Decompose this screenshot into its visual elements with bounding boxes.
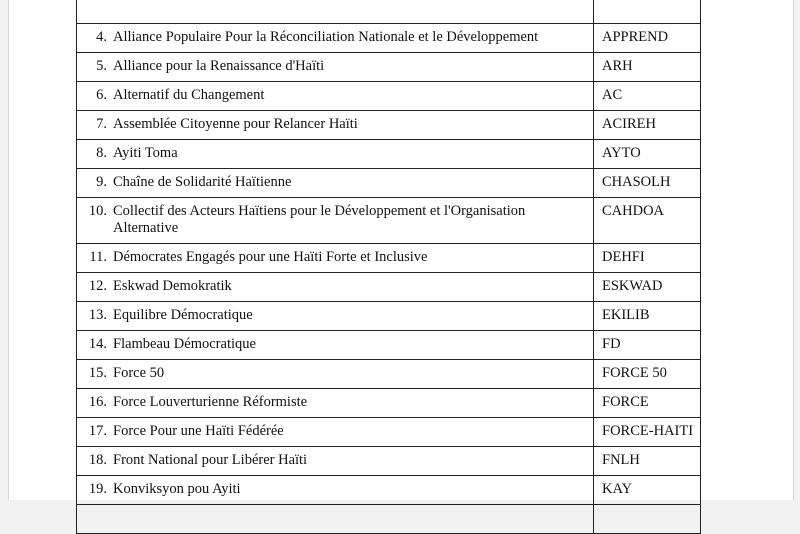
table-row (77, 140, 701, 169)
row-number: 11. (89, 249, 107, 265)
table-row (77, 111, 701, 140)
party-abbreviation: FORCE (594, 389, 701, 418)
row-number: 8. (96, 145, 107, 161)
party-abbreviation: ACIREH (594, 111, 701, 140)
party-name-cell (77, 82, 594, 111)
parties-table (76, 0, 701, 534)
party-abbreviation: CAHDOA (594, 198, 701, 244)
party-name-cell (77, 53, 594, 82)
party-name: Eskwad Demokratik (113, 278, 232, 294)
party-name-cell (77, 331, 594, 360)
party-abbreviation: FORCE 50 (594, 360, 701, 389)
party-abbreviation: FNLH (594, 447, 701, 476)
table-row (77, 360, 701, 389)
document-page (8, 0, 794, 500)
party-name-cell (77, 302, 594, 331)
party-abbreviation: ESKWAD (594, 273, 701, 302)
party-abbreviation: EKILIB (594, 302, 701, 331)
party-name-cell (77, 244, 594, 273)
row-number: 5. (96, 58, 107, 74)
party-name: Alliance pour la Renaissance d'Haïti (113, 58, 325, 74)
party-name: Flambeau Démocratique (113, 336, 256, 352)
party-abbreviation: FORCE-HAITI (594, 418, 701, 447)
table-row (77, 169, 701, 198)
party-name-cell (77, 24, 594, 53)
table-row (77, 273, 701, 302)
party-name: Alliance Populaire Pour la Réconciliation Nationale et le Développement (113, 29, 539, 45)
row-number: 4. (96, 29, 107, 45)
party-name: Force Louverturienne Réformiste (113, 394, 308, 410)
row-number: 17. (88, 423, 107, 439)
party-name: Equilibre Démocratique (113, 307, 253, 323)
party-name: Ayiti Toma (113, 145, 178, 161)
party-name: Konviksyon pou Ayiti (113, 481, 241, 497)
row-number: 18. (88, 452, 107, 468)
row-number: 10. (88, 203, 107, 219)
party-abbreviation: APPREND (594, 24, 701, 53)
party-name-cell (77, 198, 594, 244)
party-name-cell (77, 447, 594, 476)
row-number: 7. (96, 116, 107, 132)
table-row (77, 244, 701, 273)
party-abbreviation (594, 505, 701, 534)
party-name-cell (77, 505, 594, 534)
party-name-cell (77, 0, 594, 24)
party-name-cell (77, 273, 594, 302)
party-name: Alternatif du Changement (113, 87, 265, 103)
party-name-cell (77, 111, 594, 140)
party-abbreviation: DEHFI (594, 244, 701, 273)
party-name: Démocrates Engagés pour une Haïti Forte et Inclusive (113, 249, 428, 265)
party-name-cell (77, 389, 594, 418)
party-name-cell (77, 169, 594, 198)
table-row (77, 53, 701, 82)
row-number: 16. (88, 394, 107, 410)
party-abbreviation: AYTO (594, 140, 701, 169)
party-abbreviation (594, 0, 701, 24)
table-row (77, 82, 701, 111)
table-row (77, 302, 701, 331)
party-name-cell (77, 476, 594, 505)
table-row (77, 24, 701, 53)
party-name: Collectif des Acteurs Haïtiens pour le Développement et l'Organisation Alternative (113, 203, 526, 236)
party-abbreviation: CHASOLH (594, 169, 701, 198)
table-row (77, 505, 701, 534)
party-name: Force 50 (113, 365, 165, 381)
row-number: 6. (96, 87, 107, 103)
table-row (77, 476, 701, 505)
table-row (77, 198, 701, 244)
party-abbreviation: FD (594, 331, 701, 360)
table-row (77, 0, 701, 24)
row-number: 19. (88, 481, 107, 497)
table-row (77, 389, 701, 418)
party-abbreviation: KAY (594, 476, 701, 505)
party-abbreviation: ARH (594, 53, 701, 82)
table-row (77, 418, 701, 447)
table-row (77, 331, 701, 360)
table-row (77, 447, 701, 476)
party-name: Front National pour Libérer Haïti (113, 452, 308, 468)
party-abbreviation: AC (594, 82, 701, 111)
row-number: 13. (88, 307, 107, 323)
party-name: Chaîne de Solidarité Haïtienne (113, 174, 292, 190)
row-number: 12. (88, 278, 107, 294)
party-name-cell (77, 140, 594, 169)
party-name: Assemblée Citoyenne pour Relancer Haïti (113, 116, 358, 132)
party-name: Force Pour une Haïti Fédérée (113, 423, 284, 439)
party-name-cell (77, 418, 594, 447)
party-name-cell (77, 360, 594, 389)
row-number: 9. (96, 174, 107, 190)
row-number: 14. (88, 336, 107, 352)
row-number: 15. (88, 365, 107, 381)
